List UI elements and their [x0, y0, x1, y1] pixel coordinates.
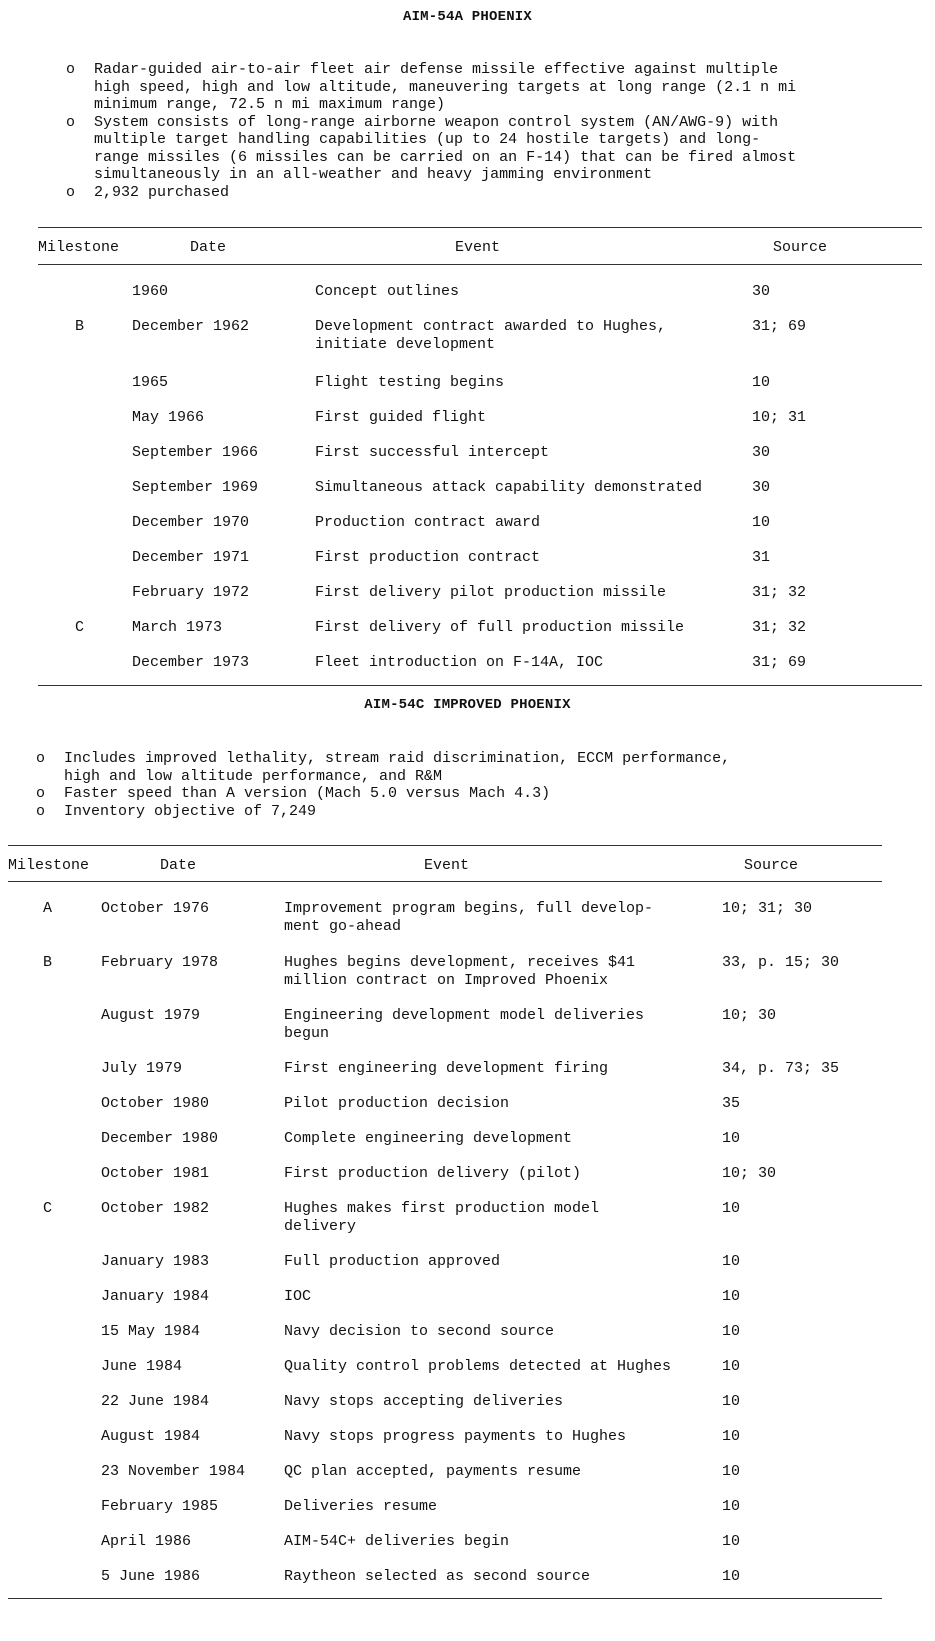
cell-source: 10 [722, 1358, 741, 1375]
cell-event: Simultaneous attack capability demonstrated [315, 479, 703, 496]
cell-date: 22 June 1984 [101, 1393, 210, 1410]
cell-source: 10 [722, 1463, 741, 1480]
cell-source: 10 [722, 1130, 741, 1147]
cell-date: December 1970 [132, 514, 250, 531]
section-c-bullet: o Faster speed than A version (Mach 5.0 versus Mach 4.3) [36, 785, 916, 803]
cell-event: Development contract awarded to Hughes, initiate development [315, 318, 667, 353]
cell-date: December 1973 [132, 654, 250, 671]
table-c-top-rule [8, 845, 882, 846]
cell-milestone: B [43, 954, 53, 971]
section-a-bullet: o 2,932 purchased [66, 184, 926, 202]
cell-source: 10 [722, 1323, 741, 1340]
cell-event: QC plan accepted, payments resume [284, 1463, 582, 1480]
cell-event: Navy stops accepting deliveries [284, 1393, 564, 1410]
cell-date: December 1971 [132, 549, 250, 566]
section-a-title: AIM-54A PHOENIX [402, 9, 533, 25]
cell-event: First delivery pilot production missile [315, 584, 667, 601]
cell-source: 10 [722, 1533, 741, 1550]
cell-date: February 1985 [101, 1498, 219, 1515]
cell-date: August 1979 [101, 1007, 201, 1024]
cell-source: 10; 30 [722, 1165, 777, 1182]
cell-source: 34, p. 73; 35 [722, 1060, 840, 1077]
cell-date: January 1983 [101, 1253, 210, 1270]
section-a-bullet: o Radar-guided air-to-air fleet air defense missile effective against multiple high speed, high and low altitude, maneuvering targets at long range (2.1 n mi minimum range, 72.5 n mi maximum range) [66, 61, 926, 114]
cell-source: 10 [722, 1288, 741, 1305]
cell-event: First successful intercept [315, 444, 550, 461]
cell-source: 31; 69 [752, 654, 807, 671]
cell-source: 10 [722, 1393, 741, 1410]
cell-event: Quality control problems detected at Hughes [284, 1358, 672, 1375]
cell-source: 10 [722, 1200, 741, 1217]
cell-source: 10 [722, 1498, 741, 1515]
cell-source: 10 [722, 1428, 741, 1445]
cell-source: 30 [752, 479, 771, 496]
cell-milestone: A [43, 900, 53, 917]
table-c-header-event: Event [424, 857, 470, 874]
section-c-title: AIM-54C IMPROVED PHOENIX [364, 697, 571, 713]
cell-date: January 1984 [101, 1288, 210, 1305]
table-a-header-milestone: Milestone [38, 239, 120, 256]
cell-date: September 1969 [132, 479, 259, 496]
cell-date: 23 November 1984 [101, 1463, 246, 1480]
cell-event: Deliveries resume [284, 1498, 438, 1515]
table-a-header-rule [38, 264, 922, 265]
cell-date: October 1980 [101, 1095, 210, 1112]
cell-source: 30 [752, 444, 771, 461]
table-a-bottom-rule [38, 685, 922, 686]
cell-event: Raytheon selected as second source [284, 1568, 591, 1585]
cell-event: First production contract [315, 549, 541, 566]
section-a-bullet: o System consists of long-range airborne weapon control system (AN/AWG-9) with multiple target handling capabilities (up to 24 hostile targets) and long- range missiles (6 missiles can be carried on an F-14) that can be fired almost simultaneously in an all-weather and heavy jamming environment [66, 114, 926, 184]
cell-source: 10 [752, 374, 771, 391]
table-a-header-source: Source [773, 239, 828, 256]
cell-date: October 1981 [101, 1165, 210, 1182]
table-a-top-rule [38, 227, 922, 228]
cell-event: Full production approved [284, 1253, 501, 1270]
cell-source: 31; 32 [752, 584, 807, 601]
cell-date: March 1973 [132, 619, 223, 636]
cell-source: 33, p. 15; 30 [722, 954, 840, 971]
cell-milestone: B [75, 318, 85, 335]
cell-event: Production contract award [315, 514, 541, 531]
cell-source: 31; 32 [752, 619, 807, 636]
cell-date: August 1984 [101, 1428, 201, 1445]
section-c-bullet: o Inventory objective of 7,249 [36, 803, 916, 821]
cell-date: December 1962 [132, 318, 250, 335]
cell-date: 5 June 1986 [101, 1568, 201, 1585]
cell-event: First production delivery (pilot) [284, 1165, 582, 1182]
cell-event: Engineering development model deliveries begun [284, 1007, 645, 1042]
cell-event: Fleet introduction on F-14A, IOC [315, 654, 604, 671]
table-c-header-milestone: Milestone [8, 857, 90, 874]
cell-event: AIM-54C+ deliveries begin [284, 1533, 510, 1550]
cell-date: September 1966 [132, 444, 259, 461]
cell-source: 30 [752, 283, 771, 300]
cell-date: 15 May 1984 [101, 1323, 201, 1340]
cell-event: Complete engineering development [284, 1130, 573, 1147]
cell-source: 10; 31 [752, 409, 807, 426]
cell-source: 31; 69 [752, 318, 807, 335]
cell-event: Concept outlines [315, 283, 460, 300]
section-c-bullet-list [36, 750, 916, 820]
cell-event: Pilot production decision [284, 1095, 510, 1112]
cell-event: Improvement program begins, full develop- ment go-ahead [284, 900, 654, 935]
table-c-header-source: Source [744, 857, 799, 874]
cell-date: February 1972 [132, 584, 250, 601]
cell-date: October 1976 [101, 900, 210, 917]
cell-date: 1965 [132, 374, 169, 391]
cell-milestone: C [43, 1200, 53, 1217]
cell-date: May 1966 [132, 409, 205, 426]
cell-event: Flight testing begins [315, 374, 505, 391]
cell-date: October 1982 [101, 1200, 210, 1217]
table-c-header-date: Date [160, 857, 197, 874]
cell-event: First delivery of full production missile [315, 619, 685, 636]
cell-source: 31 [752, 549, 771, 566]
cell-date: June 1984 [101, 1358, 183, 1375]
cell-source: 10 [722, 1568, 741, 1585]
cell-source: 35 [722, 1095, 741, 1112]
cell-milestone: C [75, 619, 85, 636]
cell-event: IOC [284, 1288, 312, 1305]
section-a-bullet-list [66, 61, 926, 201]
cell-event: Navy decision to second source [284, 1323, 555, 1340]
table-c-header-rule [8, 881, 882, 882]
cell-date: April 1986 [101, 1533, 192, 1550]
cell-event: Navy stops progress payments to Hughes [284, 1428, 627, 1445]
cell-event: Hughes makes first production model delivery [284, 1200, 600, 1235]
cell-date: December 1980 [101, 1130, 219, 1147]
cell-source: 10; 31; 30 [722, 900, 813, 917]
section-c-bullet: o Includes improved lethality, stream raid discrimination, ECCM performance, high and low altitude performance, and R&M [36, 750, 916, 785]
cell-source: 10 [752, 514, 771, 531]
table-a-header-event: Event [455, 239, 501, 256]
cell-event: Hughes begins development, receives $41 million contract on Improved Phoenix [284, 954, 636, 989]
cell-event: First guided flight [315, 409, 487, 426]
cell-date: February 1978 [101, 954, 219, 971]
cell-date: July 1979 [101, 1060, 183, 1077]
table-c-bottom-rule [8, 1598, 882, 1599]
cell-source: 10 [722, 1253, 741, 1270]
table-a-header-date: Date [190, 239, 227, 256]
cell-date: 1960 [132, 283, 169, 300]
cell-event: First engineering development firing [284, 1060, 609, 1077]
cell-source: 10; 30 [722, 1007, 777, 1024]
